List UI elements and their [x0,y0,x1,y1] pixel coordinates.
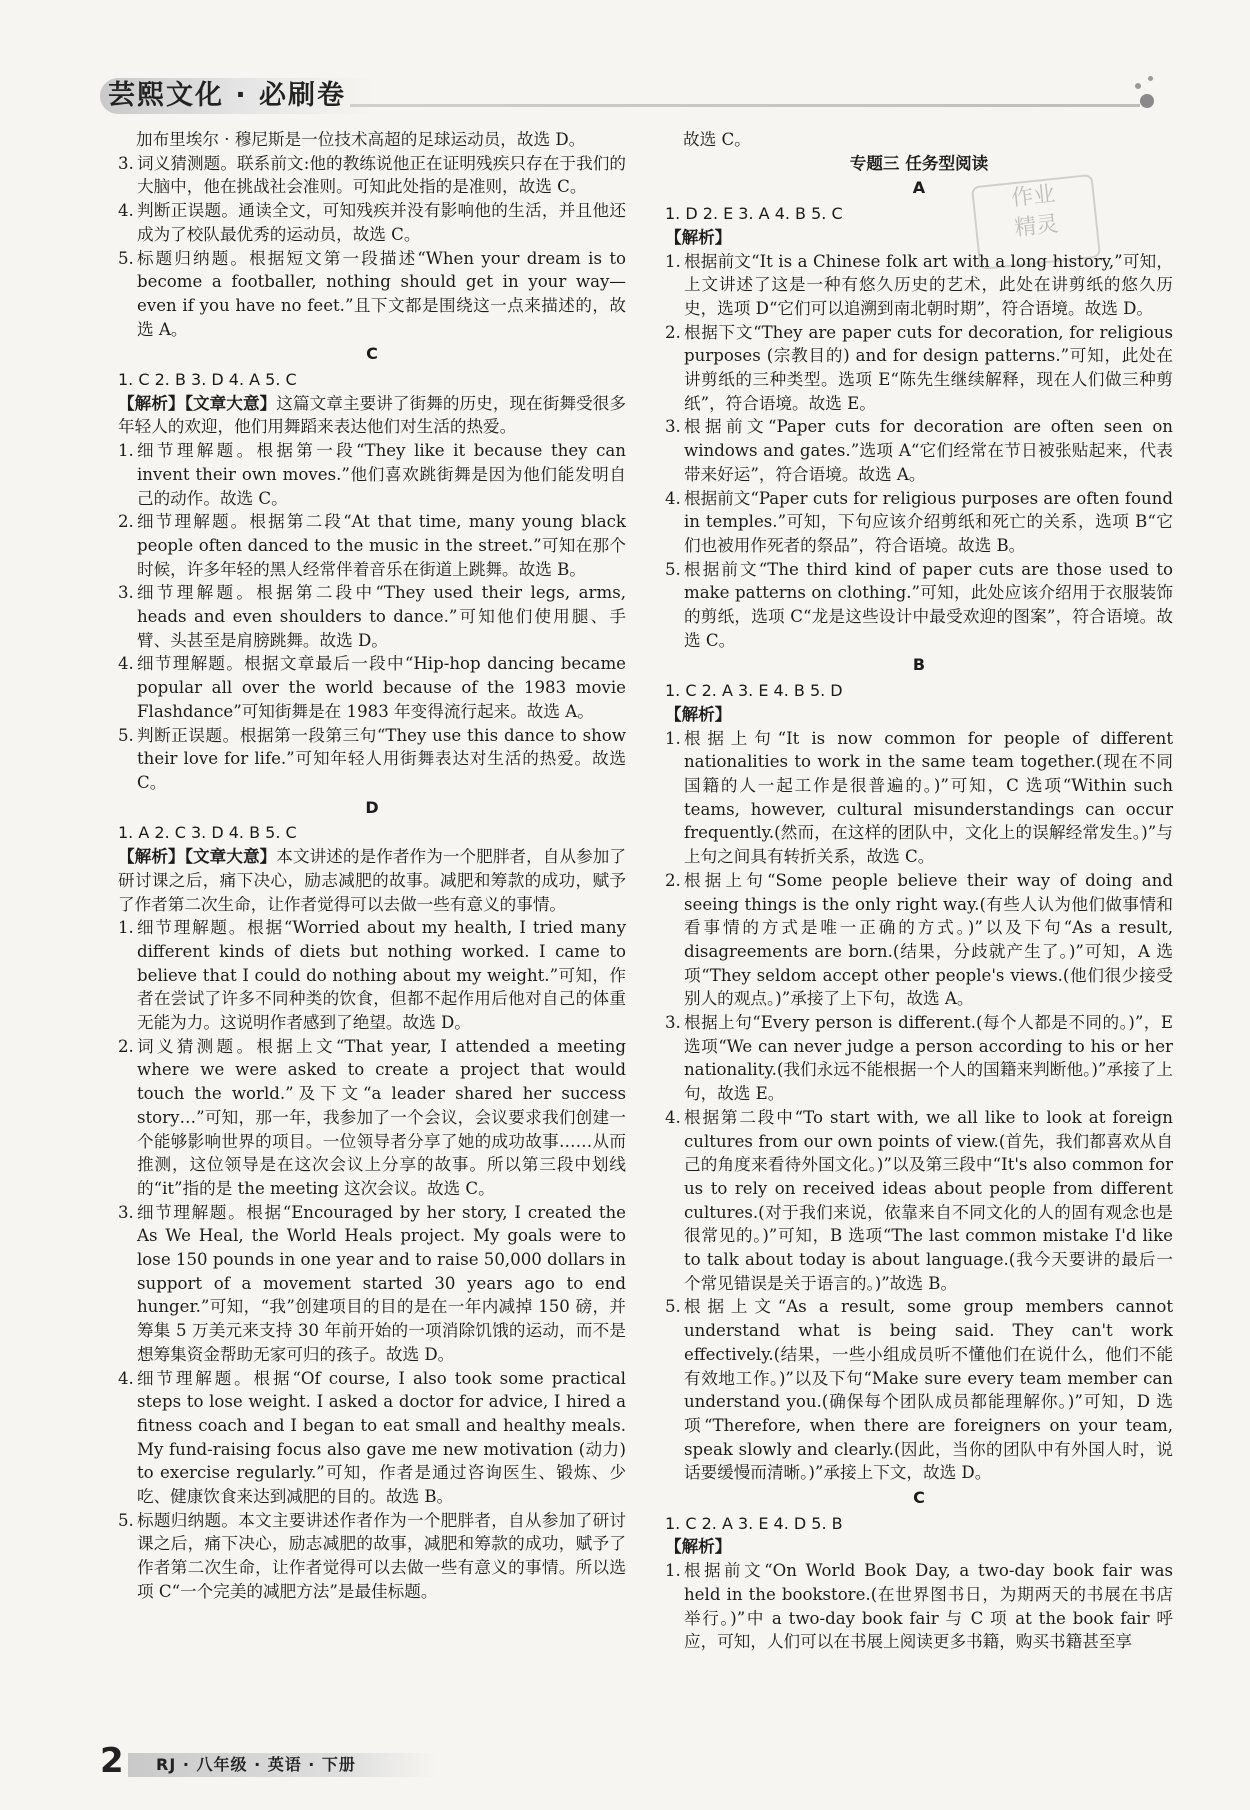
left-d-items [118,916,626,1603]
right-b-items [665,727,1173,1486]
item-text: 根据第二段中“To start with, we all like to look at foreign cultures from our own points of view.(首先，我们都喜欢从自己的角度来看待外国文化。)”以及第三段中“It's also common for us to rely on received ideas about people from different cultures.(对于我们来说，依靠来自不同文化的人的固有观念也是很常见的。)”可知，B 选项“The last common mistake I'd like to talk about today is about language.(我今天要讲的最后一个常见错误是关于语言的。)”故选 B。 [684,1107,1173,1293]
item-number: 3. [118,583,134,603]
item-number: 3. [118,153,134,173]
item-number: 4. [118,201,134,221]
item-text: 词义猜测题。联系前文:他的教练说他正在证明残疾只存在于我们的大脑中，他在挑战社会准则。可知此处指的是准则，故选 C。 [137,153,626,197]
section-a-title: A [912,178,926,198]
item-number: 2. [665,322,681,342]
section-d-title: D [365,797,379,817]
item-number: 5. [665,559,681,579]
section-c2-jiexi: 【解析】 [665,1537,732,1557]
item-number: 4. [665,488,681,508]
item-number: 3. [665,417,681,437]
page-header [100,78,1170,118]
right-intro: 故选 C。 [683,130,751,149]
jiexi-label: 【解析】【文章大意】 [118,847,277,867]
item-number: 1. [118,918,134,938]
explanation-item [118,247,626,342]
section-a-answers: 1. D 2. E 3. A 4. B 5. C [665,204,843,224]
item-number: 4. [118,654,134,674]
item-number: 1. [118,441,134,461]
item-number: 3. [665,1013,681,1033]
page-number: 2 [100,1741,124,1781]
explanation-item [118,199,626,246]
item-number: 1. [665,1561,681,1581]
item-text: 根据上句“Every person is different.(每个人都是不同的。)”，E 选项“We can never judge a person according to his or her nationality.(我们永远不能根据一个人的国籍来判断他。)”承接了上句，故选 E。 [684,1013,1173,1104]
item-text: 细节理解题。根据“Worried about my health, I tried many different kinds of diets but nothing worked. I came to believe that I could do nothing about my weight.”可知，作者在尝试了许多不同种类的饮食，但都不起作用后他对自己的体重无能为力。这说明作者感到了绝望。故选 D。 [137,918,626,1033]
item-text: 标题归纳题。本文主要讲述作者作为一个肥胖者，自从参加了研讨课之后，痛下决心，励志减肥的故事，减肥和筹款的成功，赋予了作者第二次生命，让作者觉得可以去做一些有意义的事情。所以选项 C“一个完美的减肥方法”是最佳标题。 [137,1510,626,1601]
section-b-answers: 1. C 2. A 3. E 4. B 5. D [665,681,843,701]
item-text: 判断正误题。通读全文，可知残疾并没有影响他的生活，并且他还成为了校队最优秀的运动员，故选 C。 [137,201,626,244]
item-text: 根据前文“On World Book Day, a two-day book fair was held in the bookstore.(在世界图书日，为期两天的书展在书店举行。)”中 a two-day book fair 与 C 项 at the book fair 呼应，可知，人们可以在书展上阅读更多书籍，购买书籍甚至享 [684,1561,1173,1652]
item-number: 1. [665,728,681,748]
right-a-items [665,250,1173,653]
item-text: 根据前文“Paper cuts for religious purposes are often found in temples.”可知，下句应该介绍剪纸和死亡的关系，选项 B“它们也被用作死者的祭品”，符合语境。故选 B。 [684,488,1173,555]
left-column [118,128,626,1604]
header-rule [350,104,1140,107]
explanation-item [665,727,1173,869]
item-number: 2. [665,870,681,890]
section-c-summary [118,392,626,439]
left-c-items [118,439,626,795]
section-c-title: C [366,344,378,364]
brand-title: 芸熙文化 · 必刷卷 [100,78,374,114]
item-text: 标题归纳题。根据短文第一段描述“When your dream is to become a footballer, nothing should get in your way—even if you have no feet.”且下文都是围绕这一点来描述的，故选 A。 [137,248,626,339]
item-text: 判断正误题。根据第一段第三句“They use this dance to show their love for life.”可知年轻人用街舞表达对生活的热爱。故选 C。 [137,725,626,792]
summary-text: 这篇文章主要讲了街舞的历史，现在街舞受很多年轻人的欢迎，他们用舞蹈来表达他们对生活的热爱。 [118,393,627,437]
decor-dot [1135,83,1141,89]
explanation-item [118,1035,626,1201]
section-d-answers: 1. A 2. C 3. D 4. B 5. C [118,823,297,843]
explanation-item [665,1559,1173,1654]
explanation-item [118,1509,626,1604]
jiexi-label: 【解析】【文章大意】 [118,393,277,413]
explanation-item [665,1106,1173,1296]
decor-dot [1140,94,1154,108]
item-number: 5. [118,1510,134,1530]
item-text: 细节理解题。根据第二段中“They used their legs, arms, heads and even shoulders to dance.”可知他们使用腿、手臂、头甚至是肩膀跳舞。故选 D。 [137,583,626,650]
item-text: 根据上句“Some people believe their way of doing and seeing things is the only right way.(有些人认为他们做事情和看事情的方式是唯一正确的方式。)”以及下句“As a result, disagreements are born.(结果，分歧就产生了。)”可知，A 选项“They seldom accept other people's views.(他们很少接受别人的观点。)”承接了上下句，故选 A。 [684,870,1173,1009]
left-intro: 加布里埃尔 · 穆尼斯是一位技术高超的足球运动员，故选 D。 [136,130,586,149]
section-b-jiexi: 【解析】 [665,704,732,724]
item-text: 根据上文“As a result, some group members cannot understand what is being said. They can't work effectively.(结果，一些小组成员听不懂他们在说什么，他们不能有效地工作。)”以及下句“Make sure every team member can understand you.(确保每个团队成员都能理解你。)”可知，D 选项“Therefore, when there are foreigners on your team, speak slowly and clearly.(因此，当你的团队中有外国人时，说话要缓慢而清晰。)”承接上下文，故选 D。 [684,1297,1173,1483]
explanation-item [118,916,626,1035]
explanation-item [665,1295,1173,1485]
decor-dot [1148,76,1153,81]
explanation-item [118,152,626,199]
explanation-item [665,558,1173,653]
explanation-item [665,250,1173,321]
item-number: 5. [118,248,134,268]
item-text: 根据下文“They are paper cuts for decoration, for religious purposes (宗教目的) and for design patterns.”可知，此处在讲剪纸的三种类型。选项 E“陈先生继续解释，现在人们做三种剪纸”，符合语境。故选 E。 [684,322,1173,413]
explanation-item [118,724,626,795]
item-text: 根据上句“It is now common for people of different nationalities to work in the same team together.(现在不同国籍的人一起工作是很普遍的。)”可知，C 选项“Within such teams, however, cultural misunderstandings can occur frequently.(然而，在这样的团队中，文化上的误解经常发生。)”与上句之间具有转折关系，故选 C。 [684,728,1173,867]
footer-info: RJ · 八年级 · 英语 · 下册 [156,1755,356,1774]
section-c-answers: 1. C 2. B 3. D 4. A 5. C [118,370,297,390]
explanation-item [118,652,626,723]
summary-text: 本文讲述的是作者作为一个肥胖者，自从参加了研讨课之后，痛下决心，励志减肥的故事。减肥和筹款的成功，赋予了作者第二次生命，让作者觉得可以去做一些有意义的事情。 [118,847,627,914]
section-b-title: B [912,655,926,675]
left-b-items [118,152,626,342]
footer-info-bar [128,1753,436,1777]
item-text: 细节理解题。根据“Encouraged by her story, I created the As We Heal, the World Heals project. My goals were to lose 150 pounds in one year and to raise 50,000 dollars in support of a movement started 30 years ago to end hunger.”可知，“我”创建项目的目的是在一年内减掉 150 磅，并筹集 5 万美元来支持 30 年前开始的一项消除饥饿的运动，而不是想筹集资金帮助无家可归的孩子。故选 D。 [137,1202,626,1364]
item-number: 4. [665,1107,681,1127]
explanation-item [665,869,1173,1011]
item-number: 5. [665,1297,681,1317]
item-text: 词义猜测题。根据上文“That year, I attended a meeting where we were asked to create a project that would touch the world.”及下文“a leader shared her success story…”可知，那一年，我参加了一个会议，会议要求我们创建一个能够影响世界的项目。一位领导者分享了她的成功故事……从而推测，这位领导是在这次会议上分享的故事。所以第三段中划线的“it”指的是 the meeting 这次会议。故选 C。 [137,1036,626,1198]
item-number: 2. [118,512,134,532]
explanation-item [665,487,1173,558]
item-number: 5. [118,725,134,745]
stamp-line2: 精灵 [1013,211,1060,242]
item-text: 根据前文“The third kind of paper cuts are those used to make patterns on clothing.”可知，此处应该介绍用于衣服装饰的剪纸，选项 C“龙是这些设计中最受欢迎的图案”，符合语境。故选 C。 [684,559,1173,650]
explanation-item [118,1367,626,1509]
explanation-item [118,510,626,581]
explanation-item [665,321,1173,416]
section-a-jiexi: 【解析】 [665,227,732,247]
explanation-item [118,439,626,510]
section-d-summary [118,845,626,916]
item-text: 细节理解题。根据第一段“They like it because they can invent their own moves.”他们喜欢跳街舞是因为他们能发明自己的动作。故选 C。 [137,441,626,508]
explanation-item [118,581,626,652]
item-number: 4. [118,1368,134,1388]
right-c-items [665,1559,1173,1654]
item-text: 根据前文“Paper cuts for decoration are often seen on windows and gates.”选项 A“它们经常在节日被张贴起来，代表带来好运”，符合语境。故选 A。 [684,417,1173,484]
stamp-line1: 作业 [1010,181,1057,212]
topic-title: 专题三 任务型阅读 [849,153,989,173]
item-text: 根据前文“It is a Chinese folk art with a long history,”可知，上文讲述了这是一种有悠久历史的艺术，此处在讲剪纸的悠久历史，选项 D“它们可以追溯到南北朝时期”，符合语境。故选 D。 [684,251,1173,318]
item-number: 2. [118,1036,134,1056]
right-column [665,128,1173,1654]
explanation-item [118,1201,626,1367]
section-c2-title: C [913,1488,925,1508]
item-number: 1. [665,251,681,271]
item-text: 细节理解题。根据文章最后一段中“Hip-hop dancing became popular all over the world because of the 1983 movie Flashdance”可知街舞是在 1983 年变得流行起来。故选 A。 [137,654,626,721]
explanation-item [665,1011,1173,1106]
item-text: 细节理解题。根据“Of course, I also took some practical steps to lose weight. I asked a doctor for advice, I hired a fitness coach and I began to eat small and healthy meals. My fund-raising focus also gave me new motivation (动力) to exercise regularly.”可知，作者是通过咨询医生、锻炼、少吃、健康饮食来达到减肥的目的。故选 B。 [137,1368,626,1507]
section-c2-answers: 1. C 2. A 3. E 4. D 5. B [665,1513,843,1533]
item-number: 3. [118,1202,134,1222]
page-footer [100,1741,430,1783]
explanation-item [665,415,1173,486]
item-text: 细节理解题。根据第二段“At that time, many young black people often danced to the music in the street.”可知在那个时候，许多年轻的黑人经常伴着音乐在街道上跳舞。故选 B。 [137,512,626,579]
